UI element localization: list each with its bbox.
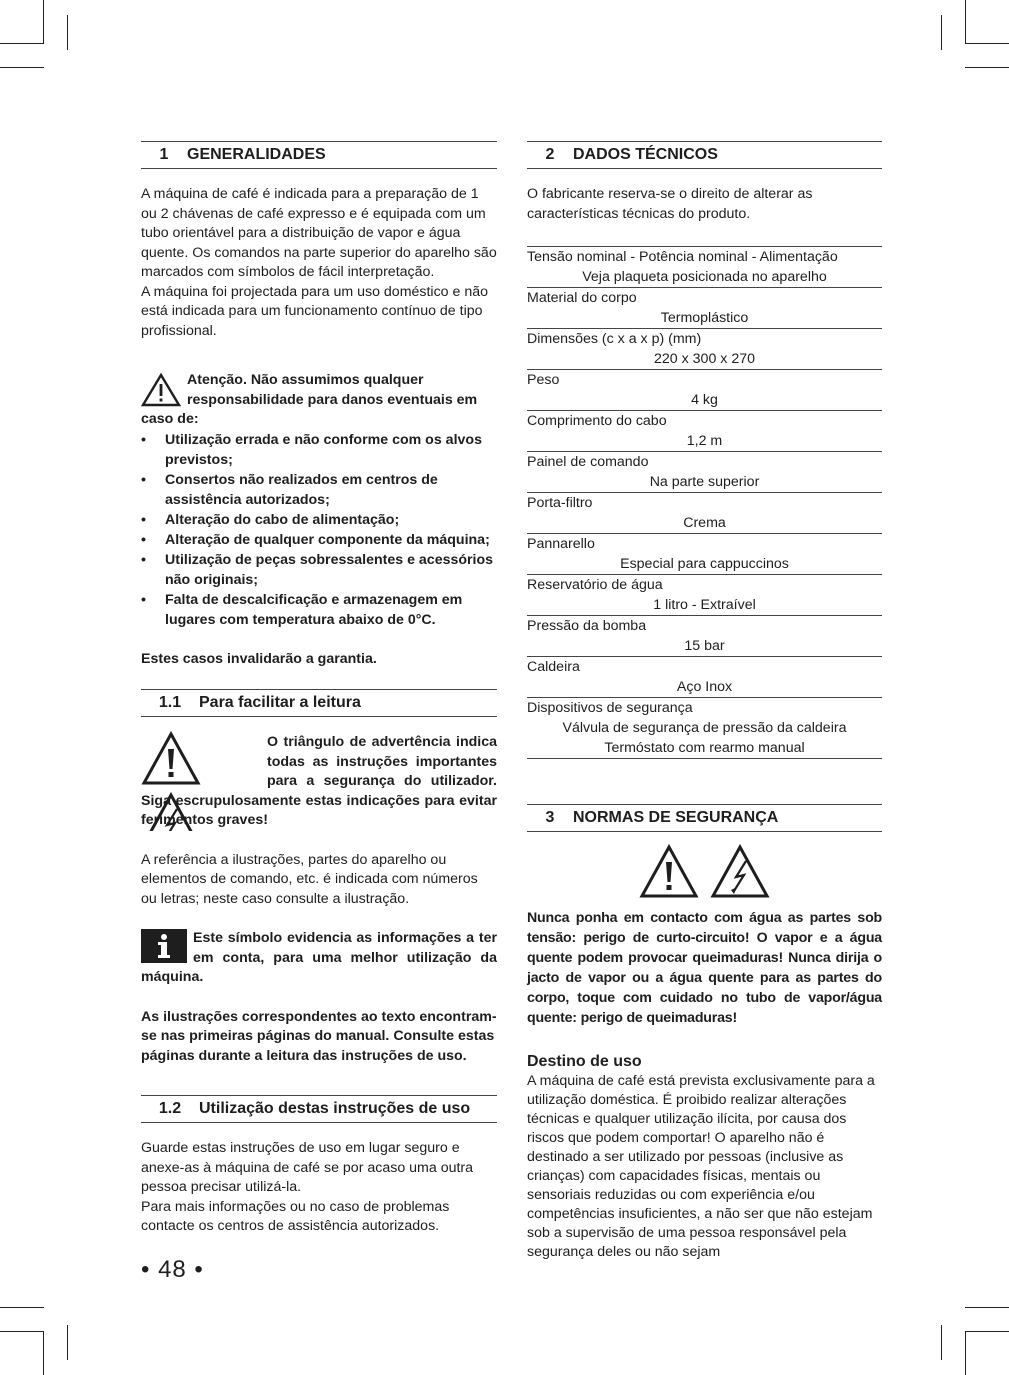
section-heading-utilizacao-instrucoes: 1.2 Utilização destas instruções de uso [141,1095,497,1123]
illustrations-note: As ilustrações correspondentes ao texto encontram-se nas primeiras páginas do manual. Consulte estas páginas durante a leitura das instruções de uso. [141,1008,497,1064]
spec-label: Material do corpo [527,288,882,309]
crop-mark [965,67,1009,68]
keep-instructions-paragraph: Guarde estas instruções de uso em lugar seguro e anexe-as à máquina de café se por acaso uma outra pessoa precisar utilizá-la. [141,1140,474,1195]
spec-value: 15 bar [684,638,725,654]
intro-paragraph: A máquina de café é indicada para a preparação de 1 ou 2 chávenas de café expresso e é equipada com um tubo orientável para a distribuição de vapor e água quente. Os comandos na parte superior do aparelho são marcados com símbolos de fácil interpretação. [141,186,497,280]
spec-value: Termoplástico [660,310,749,326]
section-heading-generalidades: 1 GENERALIDADES [141,141,497,169]
crop-mark [43,0,44,44]
attention-text: Atenção. Não assumimos qualquer responsabilidade para danos eventuais em caso de: [141,372,478,427]
crop-mark [0,1331,44,1332]
reference-paragraph: A referência a ilustrações, partes do aparelho ou elementos de comando, etc. é indicada com números ou letras; neste caso consulte a ilustração. [141,851,478,907]
crop-mark [965,0,966,44]
info-block [141,929,497,988]
crop-mark [67,1325,68,1360]
info-icon [141,929,187,963]
crop-mark [43,1331,44,1375]
spec-value: 1,2 m [686,433,723,449]
tech-intro: O fabricante reserva-se o direito de alterar as características técnicas do produto. [527,186,813,222]
warning-triangle-icon [636,844,702,900]
crop-mark [941,1325,942,1360]
contact-paragraph: Para mais informações ou no caso de problemas contacte os centros de assistência autorizados. [141,1198,450,1234]
spec-label: Painel de comando [527,452,882,473]
crop-mark [965,1331,966,1375]
crop-mark [0,1307,44,1308]
safety-icons [527,844,882,900]
spec-label: Caldeira [527,657,882,678]
spec-value: Especial para cappuccinos [620,556,789,572]
spec-label: Dispositivos de segurança [527,698,882,719]
triangle-block [141,731,497,831]
spec-label: Reservatório de água [527,575,882,596]
spec-value: Válvula de segurança de pressão da caldeira [562,720,847,736]
spec-label: Comprimento do cabo [527,411,882,432]
crop-mark [0,43,44,44]
crop-mark [965,43,1009,44]
crop-mark [965,1307,1009,1308]
triangle-warning-text: O triângulo de advertência indica todas as instruções importantes para a segurança do utilizador. Siga escrupulosamente estas indicações para evitar ferimentos graves! [141,734,497,828]
spec-value: Na parte superior [649,474,760,490]
section-heading-dados-tecnicos: 2 DADOS TÉCNICOS [527,141,882,169]
spec-label: Peso [527,370,882,391]
spec-label: Tensão nominal - Potência nominal - Alimentação [527,247,882,268]
spec-label: Porta-filtro [527,493,882,514]
spec-value: Termóstato com rearmo manual [527,738,882,759]
page-number: • 48 • [141,1256,204,1283]
warning-triangle-icon [141,373,181,407]
destino-text: A máquina de café está prevista exclusivamente para a utilização doméstica. É proibido realizar alterações técnicas e qualquer utilização ilícita, por causa dos riscos que podem comportar! O aparelho não é destinado a ser utilizado por pessoas (inclusive as crianças) com capacidades físicas, mentais ou sensoriais reduzidas ou com experiência e/ou competências insuficientes, a não ser que não estejam sob a supervisão de uma pessoa responsável pela segurança deles ou não sejam [527,1073,875,1260]
list-item: • Utilização errada e não conforme com os alvos previstos; [141,430,497,470]
warning-bullet-list [141,430,497,630]
electric-hazard-icon [707,844,773,900]
spec-value: 220 x 300 x 270 [654,351,755,367]
crop-mark [0,67,44,68]
warranty-note: Estes casos invalidarão a garantia. [141,650,377,667]
crop-mark [67,15,68,50]
spec-label: Dimensões (c x a x p) (mm) [527,329,882,350]
list-item: • Falta de descalcificação e armazenagem em lugares com temperatura abaixo de 0°C. [141,590,497,630]
list-item: • Alteração de qualquer componente da máquina; [141,530,497,550]
spec-value: Crema [683,515,726,531]
crop-mark [965,1331,1009,1332]
warning-triangle-icon [141,731,201,787]
spec-value: Aço Inox [676,679,733,695]
spec-table [527,246,882,759]
spec-label: Pressão da bomba [527,616,882,637]
spec-label: Pannarello [527,534,882,555]
info-text: Este símbolo evidencia as informações a ter em conta, para uma melhor utilização da máquina. [141,930,497,985]
section-heading-normas-seguranca: 3 NORMAS DE SEGURANÇA [527,804,882,832]
spec-value: Veja plaqueta posicionada no aparelho [582,269,827,285]
list-item: • Utilização de peças sobressalentes e acessórios não originais; [141,550,497,590]
spec-value: 1 litro - Extraível [653,597,756,613]
left-column [141,141,497,1237]
section-heading-facilitar-leitura: 1.1 Para facilitar a leitura [141,689,497,717]
warning-icons [141,731,263,787]
right-column [527,141,882,1262]
destino-heading: Destino de uso [527,1053,642,1070]
safety-warning-text: Nunca ponha em contacto com água as partes sob tensão: perigo de curto-circuito! O vapor e a água quente podem provocar queimaduras! Nunca dirija o jacto de vapor ou a água quente para as partes do corpo, toque com cuidado no tubo de vapor/água quente: perigo de queimaduras! [527,910,882,1026]
attention-block [141,369,497,630]
list-item: • Consertos não realizados em centros de assistência autorizados; [141,470,497,510]
list-item: • Alteração do cabo de alimentação; [141,510,497,530]
intro-paragraph-2: A máquina foi projectada para um uso doméstico e não está indicada para um funcionamento contínuo de tipo profissional. [141,283,489,339]
spec-value: 4 kg [691,392,718,408]
crop-mark [941,15,942,50]
